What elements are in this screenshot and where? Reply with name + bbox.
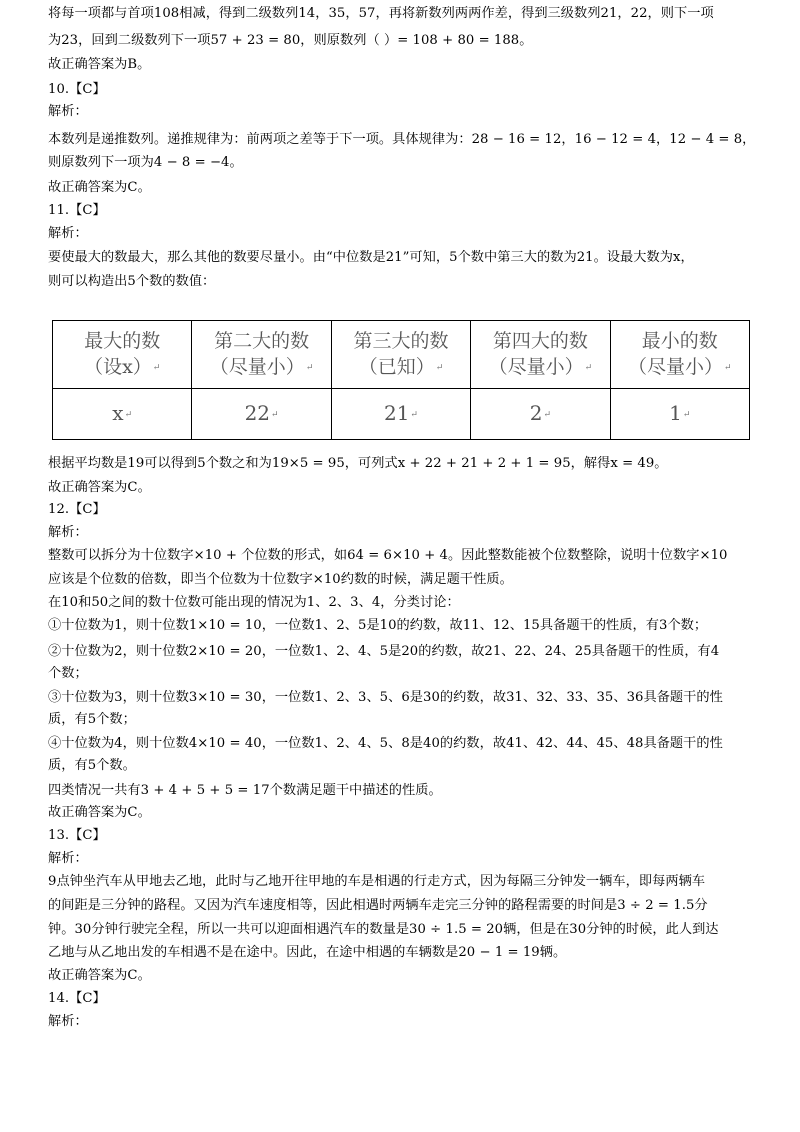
text-line: 故正确答案为C。 (48, 180, 151, 195)
text-line: 要使最大的数最大，那么其他的数要尽量小。由“中位数是21”可知，5个数中第三大的数为21。设最大数为x， (48, 250, 694, 265)
header-line: 第四大的数 (492, 329, 588, 352)
paragraph-mark: ↵ (124, 409, 133, 420)
analysis-label: 解析： (48, 226, 88, 241)
text-line: 则可以构造出5个数的数值： (48, 274, 216, 289)
value-text: 21 (383, 401, 410, 426)
header-line: 最小的数 (641, 329, 718, 352)
text-line: 个数； (48, 666, 88, 681)
text-line: 在10和50之间的数十位数可能出现的情况为1、2、3、4，分类讨论： (48, 595, 460, 610)
text-line: 整数可以拆分为十位数字×10 + 个位数的形式，如64 = 6×10 + 4。因此整数能被个位数整除，说明十位数字×10 (48, 548, 728, 563)
text-line: 的间距是三分钟的路程。又因为汽车速度相等，因此相遇时两辆车走完三分钟的路程需要的时间是3 ÷ 2 = 1.5分 (48, 898, 708, 913)
analysis-label: 解析： (48, 1014, 88, 1029)
table-value-cell (331, 388, 470, 439)
numbers-table (52, 320, 750, 440)
analysis-label: 解析： (48, 525, 88, 540)
text-line: 故正确答案为C。 (48, 480, 151, 495)
text-line: 将每一项都与首项108相减，得到二级数列14，35，57，再将新数列两两作差，得到三级数列21，22，则下一项 (48, 6, 714, 21)
text-line: 9点钟坐汽车从甲地去乙地，此时与乙地开往甲地的车是相遇的行走方式，因为每隔三分钟发一辆车，即每两辆车 (48, 874, 706, 889)
question-number: 10.【C】 (48, 82, 106, 97)
table-header-cell (53, 321, 192, 389)
list-item: ②十位数为2，则十位数2×10 = 20，一位数1、2、4、5是20的约数，故21、22、24、25具备题干的性质，有4 (48, 644, 720, 659)
paragraph-mark: ↵ (410, 409, 418, 420)
text-line: 故正确答案为C。 (48, 805, 151, 820)
table-header-cell (610, 321, 749, 389)
table-header-cell (192, 321, 331, 389)
header-line: （尽量小） (209, 355, 305, 378)
paragraph-mark: ↵ (584, 362, 593, 373)
text-line: 四类情况一共有3 + 4 + 5 + 5 = 17个数满足题干中描述的性质。 (48, 783, 442, 798)
text-line: 本数列是递推数列。递推规律为：前两项之差等于下一项。具体规律为：28 − 16 = 12，16 − 12 = 4，12 − 4 = 8， (48, 132, 756, 147)
table-header-cell (331, 321, 470, 389)
paragraph-mark: ↵ (305, 362, 314, 373)
text-line: 故正确答案为C。 (48, 968, 151, 983)
text-line: 故正确答案为B。 (48, 57, 151, 72)
text-line: 质，有5个数； (48, 712, 136, 727)
list-item: ④十位数为4，则十位数4×10 = 40，一位数1、2、4、5、8是40的约数，故41、42、44、45、48具备题干的性 (48, 736, 723, 751)
analysis-label: 解析： (48, 104, 88, 119)
paragraph-mark: ↵ (271, 409, 279, 420)
text-line: 则原数列下一项为4 − 8 = −4。 (48, 155, 243, 170)
paragraph-mark: ↵ (152, 362, 161, 373)
header-line: 第二大的数 (214, 329, 310, 352)
header-line: （设x） (84, 355, 152, 378)
text-line: 应该是个位数的倍数，即当个位数为十位数字×10约数的时候，满足题干性质。 (48, 572, 513, 587)
header-line: （已知） (358, 355, 435, 378)
table-value-row (53, 388, 750, 439)
question-number: 14.【C】 (48, 991, 106, 1006)
header-line: 第三大的数 (353, 329, 449, 352)
table-header-row (53, 321, 750, 389)
question-number: 11.【C】 (48, 203, 106, 218)
table-header-cell (471, 321, 610, 389)
question-number: 12.【C】 (48, 502, 106, 517)
value-text: 1 (669, 401, 682, 426)
value-text: 22 (244, 401, 271, 426)
list-item: ①十位数为1，则十位数1×10 = 10，一位数1、2、5是10的约数，故11、12、15具备题干的性质，有3个数； (48, 618, 708, 633)
text-line: 乙地与从乙地出发的车相遇不是在途中。因此，在途中相遇的车辆数是20 − 1 = 19辆。 (48, 945, 567, 960)
table-value-cell (53, 388, 192, 439)
header-line: 最大的数 (84, 329, 161, 352)
list-item: ③十位数为3，则十位数3×10 = 30，一位数1、2、3、5、6是30的约数，故31、32、33、35、36具备题干的性 (48, 690, 723, 705)
value-text: x (112, 401, 124, 426)
table-value-cell (610, 388, 749, 439)
paragraph-mark: ↵ (543, 409, 551, 420)
question-number: 13.【C】 (48, 828, 106, 843)
table-value-cell (192, 388, 331, 439)
analysis-label: 解析： (48, 851, 88, 866)
header-line: （尽量小） (628, 355, 724, 378)
header-line: （尽量小） (488, 355, 584, 378)
text-line: 为23，回到二级数列下一项57 + 23 = 80，则原数列（ ）= 108 + 80 = 188。 (48, 33, 533, 48)
paragraph-mark: ↵ (682, 409, 691, 420)
paragraph-mark: ↵ (435, 362, 444, 373)
table-value-cell (471, 388, 610, 439)
text-line: 钟。30分钟行驶完全程，所以一共可以迎面相遇汽车的数量是30 ÷ 1.5 = 20辆，但是在30分钟的时候，此人到达 (48, 922, 719, 937)
value-text: 2 (529, 401, 543, 426)
text-line: 根据平均数是19可以得到5个数之和为19×5 = 95，可列式x + 22 + 21 + 2 + 1 = 95，解得x = 49。 (48, 456, 668, 471)
paragraph-mark: ↵ (724, 362, 732, 373)
text-line: 质，有5个数。 (48, 758, 136, 773)
